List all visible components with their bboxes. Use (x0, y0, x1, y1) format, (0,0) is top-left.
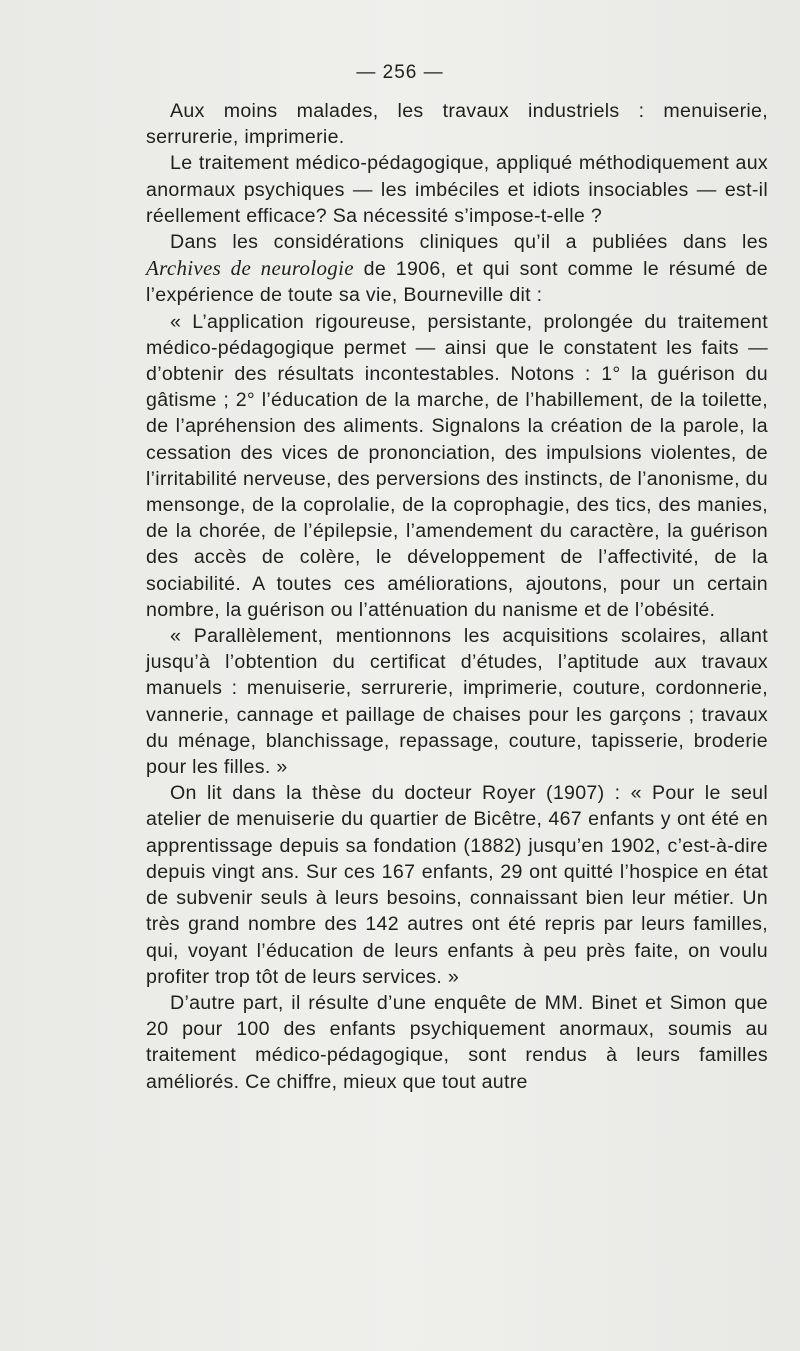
journal-title: Archives de neurologie (146, 256, 354, 281)
paragraph-3-before: Dans les considérations cliniques qu’il a publiées dans les (170, 231, 768, 254)
paragraph-1: Aux moins malades, les travaux industriels : menuiserie, serrurerie, imprimerie. (146, 100, 768, 149)
paragraph-3-after: de 1906, et qui sont comme le résumé de l’expérience de toute sa vie, Bourneville dit : (146, 258, 768, 307)
paragraph-6: On lit dans la thèse du docteur Royer (1907) : « Pour le seul atelier de menuiserie du quartier de Bicêtre, 467 enfants y ont été en apprentissage depuis sa fondation (1882) jusqu’en 1902, c’est-à-dire depuis vingt ans. Sur ces 167 enfants, 29 ont quitté l’hospice en état de subvenir seuls à leurs besoins, connaissant bien leur métier. Un très grand nombre des 142 autres ont été repris par leurs familles, qui, voyant l’éducation de leurs enfants à peu près faite, on voulu profiter trop tôt de leurs services. » (146, 782, 768, 988)
paragraph-5-quote: « Parallèlement, mentionnons les acquisitions scolaires, allant jusqu’à l’obtention du certificat d’études, l’aptitude aux travaux manuels : menuiserie, serrurerie, imprimerie, couture, cordonnerie, vannerie, cannage et paillage de chaises pour les garçons ; travaux du ménage, blanchissage, repassage, couture, tapisserie, broderie pour les filles. » (146, 625, 768, 779)
page-number: — 256 — (356, 62, 444, 83)
paragraph-4-quote: « L’application rigoureuse, persistante, prolongée du traitement médico-pédagogique permet — ainsi que le constatent les faits — d’obtenir des résultats incontestables. Notons : 1° la guérison du gâtisme ; 2° l’éducation de la marche, de l’habillement, de la toilette, de l’apréhension des aliments. Signalons la création de la parole, la cessation des vices de prononciation, des impulsions violentes, de l’irritabilité nerveuse, des perversions des instincts, de l’anonisme, du mensonge, de la coprolalie, de la coprophagie, des tics, des manies, de la chorée, de l’épilepsie, l’amendement du caractère, la guérison des accès de colère, le développement de l’affectivité, de la sociabilité. A toutes ces améliorations, ajoutons, pour un certain nombre, la guérison ou l’atténuation du nanisme et de l’obésité. (146, 310, 768, 621)
paragraph-2: Le traitement médico-pédagogique, appliqué méthodiquement aux anormaux psychiques — les imbéciles et idiots insociables — est-il réellement efficace? Sa nécessité s’impose-t-elle ? (146, 152, 768, 227)
body-text (146, 98, 768, 1095)
paragraph-3 (146, 229, 768, 309)
paragraph-7: D’autre part, il résulte d’une enquête de MM. Binet et Simon que 20 pour 100 des enfants psychiquement anormaux, soumis au traitement médico-pédagogique, sont rendus à leurs familles améliorés. Ce chiffre, mieux que tout autre (146, 991, 768, 1093)
